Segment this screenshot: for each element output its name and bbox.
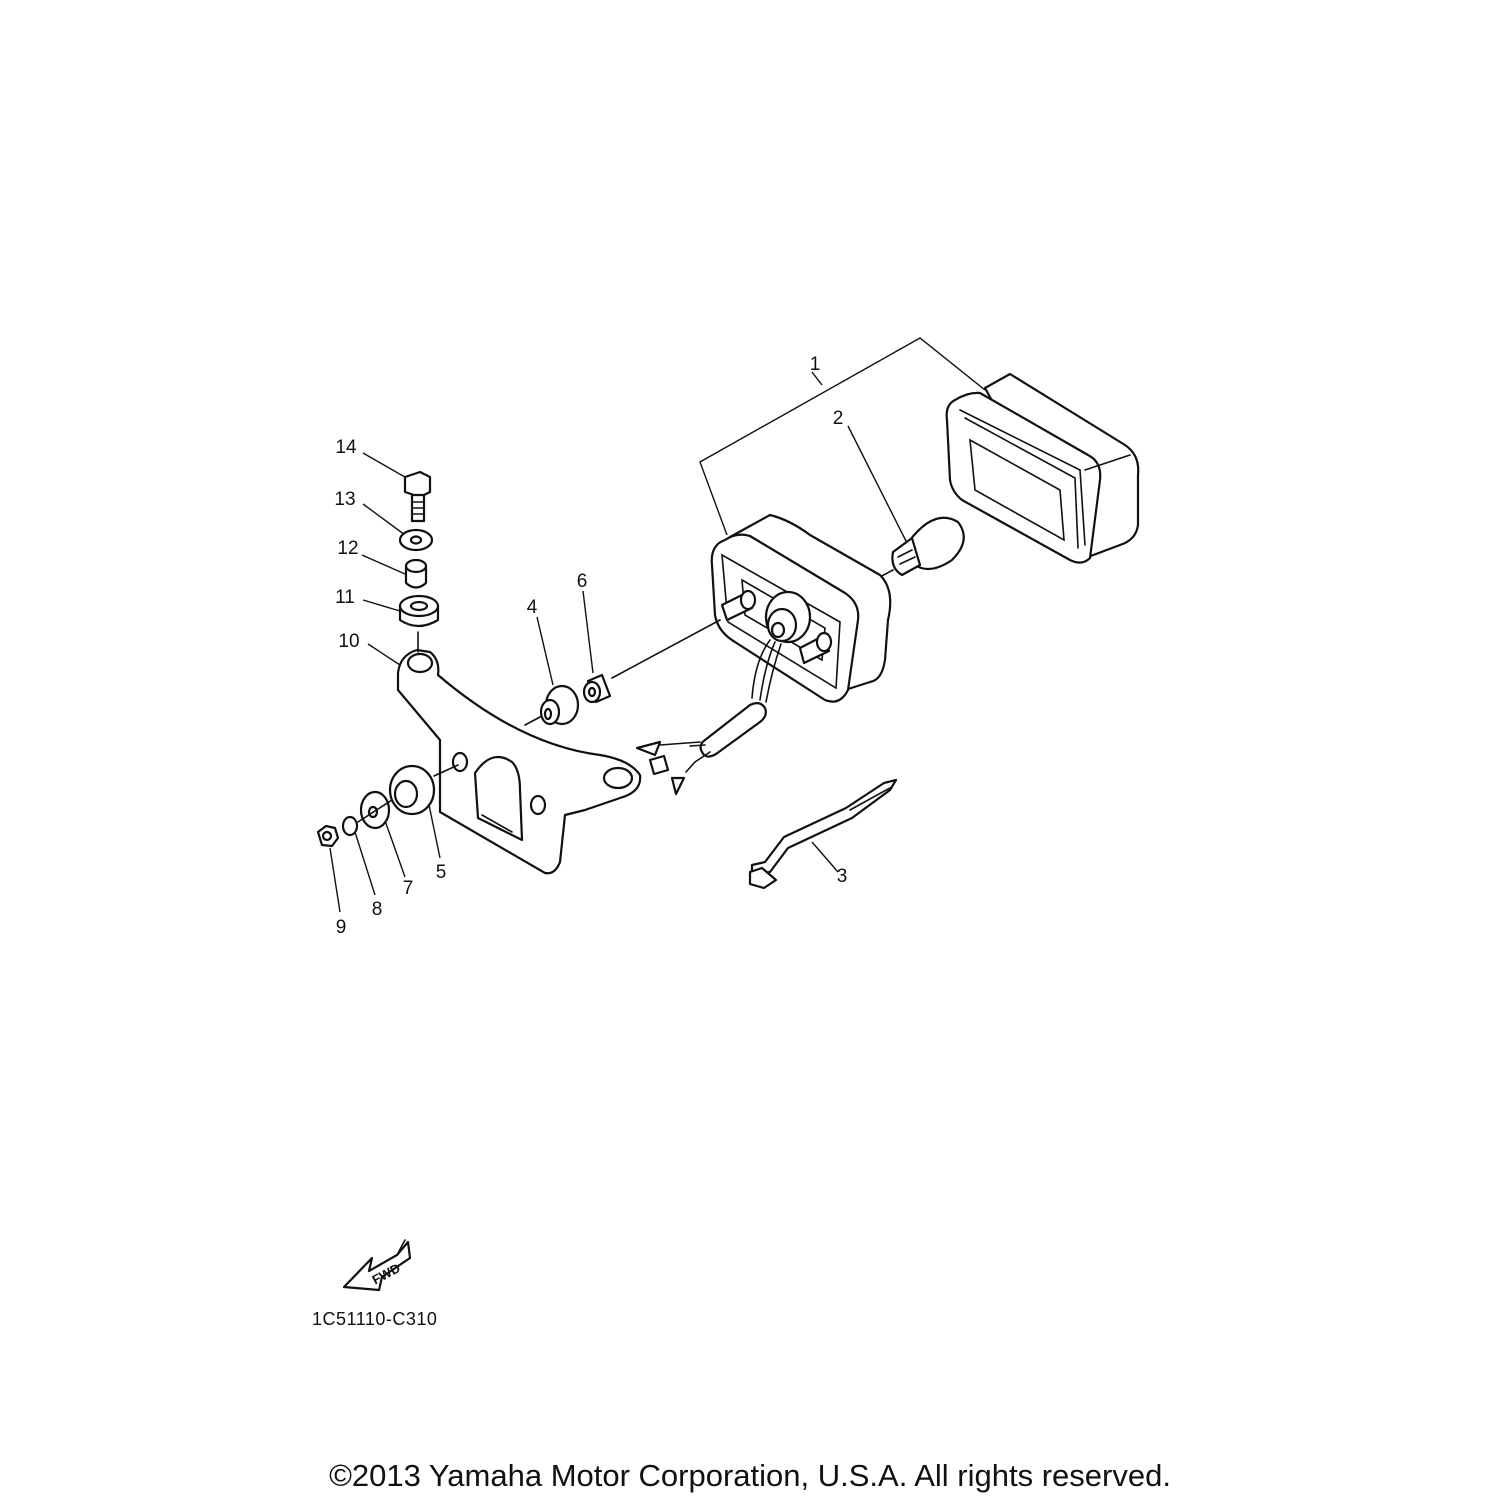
leader-9 — [330, 848, 340, 912]
leader-10 — [368, 644, 400, 665]
fwd-label: FWD — [369, 1260, 403, 1288]
callout-10: 10 — [338, 631, 360, 652]
callout-1: 1 — [809, 354, 821, 375]
leader-2 — [848, 426, 908, 545]
callout-5: 5 — [435, 862, 447, 883]
leader-7 — [383, 815, 405, 877]
bulb — [848, 426, 964, 578]
callout-12: 12 — [337, 538, 359, 559]
lock-washer — [343, 817, 375, 895]
leader-13 — [363, 504, 405, 535]
leader-6 — [583, 591, 593, 673]
leader-5 — [428, 800, 440, 858]
collar — [362, 555, 426, 588]
leader-14 — [363, 453, 410, 480]
grommet — [390, 766, 440, 858]
grommet — [525, 617, 578, 725]
leader-4 — [537, 617, 553, 685]
collar — [583, 591, 720, 702]
grommet — [363, 596, 438, 652]
callout-11: 11 — [335, 587, 355, 608]
tail-light-lens — [947, 374, 1139, 563]
callout-3: 3 — [836, 866, 848, 887]
callout-7: 7 — [402, 878, 414, 899]
callout-8: 8 — [371, 899, 383, 920]
leader-12 — [362, 555, 405, 574]
callout-14: 14 — [335, 437, 357, 458]
callout-13: 13 — [334, 489, 356, 510]
callout-2: 2 — [832, 408, 844, 429]
leader-3 — [812, 842, 838, 872]
tail-light-housing — [637, 515, 890, 794]
cable-tie — [750, 780, 896, 888]
callout-6: 6 — [576, 571, 588, 592]
callout-4: 4 — [526, 597, 538, 618]
nut — [318, 826, 340, 912]
callout-9: 9 — [335, 917, 347, 938]
copyright-notice: ©2013 Yamaha Motor Corporation, U.S.A. All rights reserved. — [329, 1458, 1171, 1493]
drawing-code: 1C51110-C310 — [312, 1309, 438, 1329]
leader-8 — [355, 832, 375, 895]
fwd-arrow-icon — [344, 1240, 410, 1290]
leader-11 — [363, 600, 400, 611]
assembly-bracket-line — [700, 338, 985, 535]
